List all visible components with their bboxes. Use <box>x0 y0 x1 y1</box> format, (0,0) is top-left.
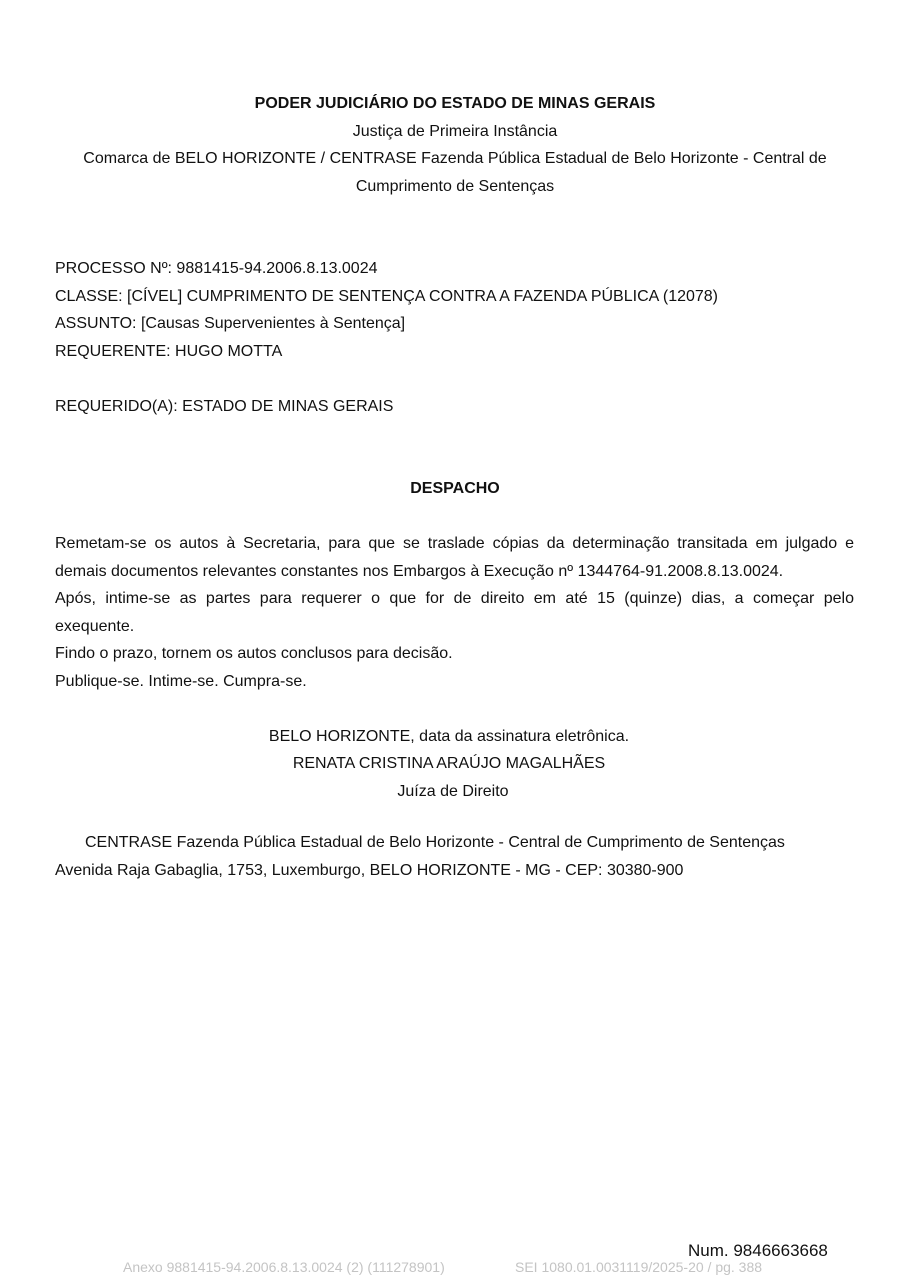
court-title: PODER JUDICIÁRIO DO ESTADO DE MINAS GERAIS <box>254 95 656 112</box>
address-line-2: Avenida Raja Gabaglia, 1753, Luxemburgo, BELO HORIZONTE - MG - CEP: 30380-900 <box>55 862 684 879</box>
body-paragraph-4: Publique-se. Intime-se. Cumpra-se. <box>55 673 307 690</box>
case-assunto: ASSUNTO: [Causas Supervenientes à Sentença] <box>55 315 406 332</box>
body-paragraph-3: Findo o prazo, tornem os autos conclusos para decisão. <box>55 645 453 662</box>
case-classe: CLASSE: [CÍVEL] CUMPRIMENTO DE SENTENÇA CONTRA A FAZENDA PÚBLICA (12078) <box>55 288 719 305</box>
case-requerente: REQUERENTE: HUGO MOTTA <box>55 343 283 360</box>
body-paragraph-2-line-1: Após, intime-se as partes para requerer o que for de direito em até 15 (quinze) dias, a começar pelo <box>55 590 854 607</box>
comarca-line-2: Cumprimento de Sentenças <box>355 178 555 195</box>
body-paragraph-2-line-2: exequente. <box>55 618 135 635</box>
signature-place-date: BELO HORIZONTE, data da assinatura eletrônica. <box>268 728 630 745</box>
address-line-1: CENTRASE Fazenda Pública Estadual de Belo Horizonte - Central de Cumprimento de Sentenças <box>85 834 785 851</box>
annex-reference: Anexo 9881415-94.2006.8.13.0024 (2) (111278901) <box>123 1259 445 1275</box>
comarca-line-1: Comarca de BELO HORIZONTE / CENTRASE Fazenda Pública Estadual de Belo Horizonte - Central de <box>83 150 827 167</box>
case-processo: PROCESSO Nº: 9881415-94.2006.8.13.0024 <box>55 260 378 277</box>
document-number: Num. 9846663668 <box>688 1241 828 1260</box>
sei-page-reference: SEI 1080.01.0031119/2025-20 / pg. 388 <box>515 1259 763 1275</box>
body-paragraph-1-line-1: Remetam-se os autos à Secretaria, para que se traslade cópias da determinação transitada em julgado e <box>55 535 854 552</box>
signature-judge-title: Juíza de Direito <box>397 783 509 800</box>
court-subtitle: Justiça de Primeira Instância <box>352 123 558 140</box>
body-paragraph-1-line-2: demais documentos relevantes constantes nos Embargos à Execução nº 1344764-91.2008.8.13.0024. <box>55 563 784 580</box>
section-title: DESPACHO <box>410 480 500 497</box>
case-requerido: REQUERIDO(A): ESTADO DE MINAS GERAIS <box>55 398 394 415</box>
signature-judge-name: RENATA CRISTINA ARAÚJO MAGALHÃES <box>292 755 606 772</box>
